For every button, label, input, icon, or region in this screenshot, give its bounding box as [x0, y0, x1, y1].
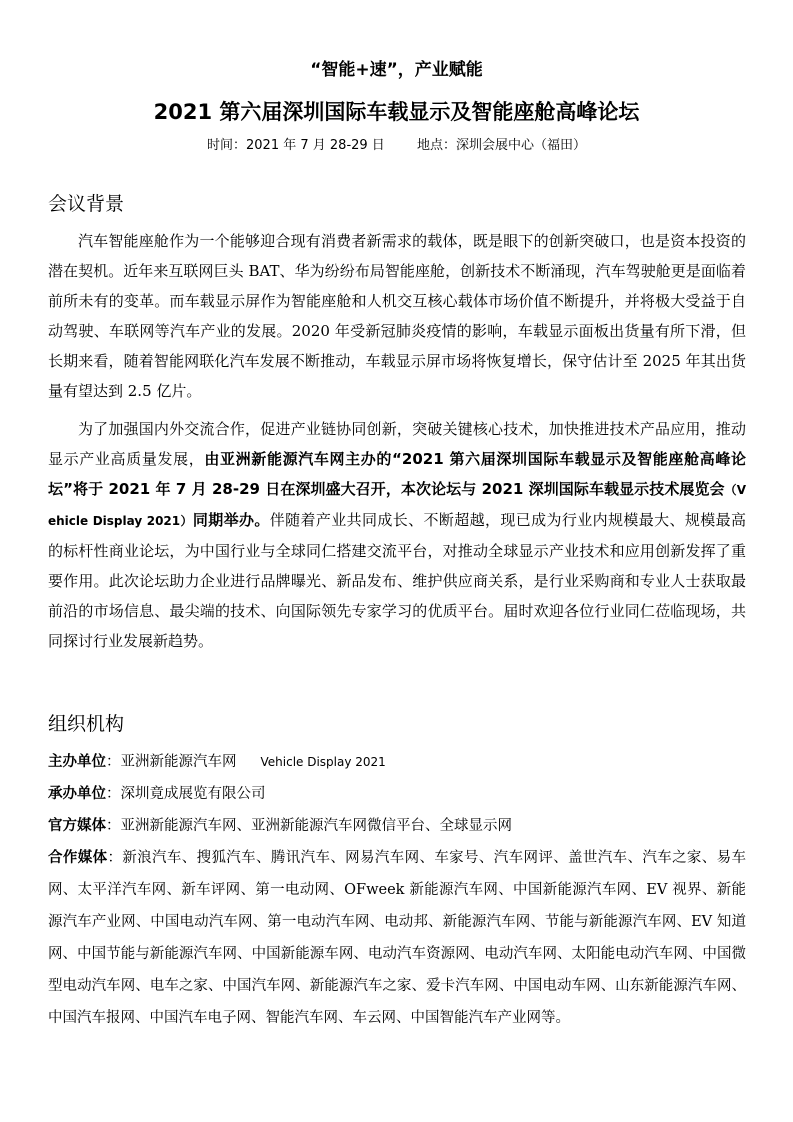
event-time: 时间：2021 年 7 月 28-29 日	[207, 138, 385, 153]
highlight-part-a: 由亚洲新能源汽车网主办的“2021 第六届深圳国际车载显示及智能座舱高峰论坛”将于 2021 年 7 月 28-29 日在深圳盛大召开，本次论坛与 2021 深圳国际车载显示技术展览会	[48, 450, 746, 498]
slogan: “智能+速”，产业赋能	[310, 60, 483, 80]
org-row-host	[48, 746, 746, 778]
host-value: ：亚洲新能源汽车网	[106, 754, 237, 770]
background-heading: 会议背景	[48, 193, 125, 215]
event-meta	[0, 136, 793, 156]
organization-list	[48, 746, 746, 1034]
host-label: 主办单位	[48, 754, 106, 770]
host-value-english: Vehicle Display 2021	[260, 755, 386, 769]
paragraph-2-intro: 为了加强国内外交流合作，促进产业链协同创新，突破关键核心技术，加快推进技术产品应用，推动显示产业高质量发展，	[48, 420, 746, 468]
partner-label: 合作媒体	[48, 850, 108, 866]
paragraph-2-rest: 伴随着产业共同成长、不断超越，现已成为行业内规模最大、规模最高的标杆性商业论坛，为中国行业与全球同仁搭建交流平台，对推动全球显示产业技术和应用创新发挥了重要作用。此次论坛助力企业进行品牌曝光、新品发布、维护供应商关系，是行业采购商和专业人士获取最前沿的市场信息、最尖端的技术、向国际领先专家学习的优质平台。届时欢迎各位行业同仁莅临现场，共同探讨行业发展新趋势。	[48, 511, 746, 650]
org-row-media	[48, 810, 746, 842]
organization-heading: 组织机构	[48, 713, 125, 735]
media-label: 官方媒体	[48, 818, 106, 834]
media-value: ：亚洲新能源汽车网、亚洲新能源汽车网微信平台、全球显示网	[106, 818, 512, 834]
highlight-part-b: 同期举办。	[192, 511, 270, 529]
org-row-partners	[48, 842, 746, 1034]
org-row-organizer	[48, 778, 746, 810]
background-paragraph-1: 汽车智能座舱作为一个能够迎合现有消费者新需求的载体，既是眼下的创新突破口，也是资本投资的潜在契机。近年来互联网巨头 BAT、华为纷纷布局智能座舱，创新技术不断涌现，汽车驾驶舱更是面临着前所未有的变革。而车载显示屏作为智能座舱和人机交互核心载体市场价值不断提升，并将极大受益于自动驾驶、车联网等汽车产业的发展。2020 年受新冠肺炎疫情的影响，车载显示面板出货量有所下滑，但长期来看，随着智能网联化汽车发展不断推动，车载显示屏市场将恢复增长，保守估计至 2025 年其出货量有望达到 2.5 亿片。	[48, 232, 746, 400]
page-title: 2021 第六届深圳国际车载显示及智能座舱高峰论坛	[153, 100, 640, 124]
highlight-english: （Vehicle Display 2021）	[48, 483, 747, 528]
event-location: 地点：深圳会展中心（福田）	[416, 138, 586, 153]
partner-value: ：新浪汽车、搜狐汽车、腾讯汽车、网易汽车网、车家号、汽车网评、盖世汽车、汽车之家、易车网、太平洋汽车网、新车评网、第一电动网、OFweek 新能源汽车网、中国新能源汽车网、EV 视界、新能源汽车产业网、中国电动汽车网、第一电动汽车网、电动邦、新能源汽车网、节能与新能源汽车网、EV 知道网、中国节能与新能源汽车网、中国新能源车网、电动汽车资源网、电动汽车网、太阳能电动汽车网、中国微型电动汽车网、电车之家、中国汽车网、新能源汽车之家、爱卡汽车网、中国电动车网、山东新能源汽车网、中国汽车报网、中国汽车电子网、智能汽车网、车云网、中国智能汽车产业网等。	[48, 850, 746, 1026]
organizer-value: ：深圳竟成展览有限公司	[106, 786, 266, 802]
organizer-label: 承办单位	[48, 786, 106, 802]
background-paragraph-2	[48, 414, 746, 656]
